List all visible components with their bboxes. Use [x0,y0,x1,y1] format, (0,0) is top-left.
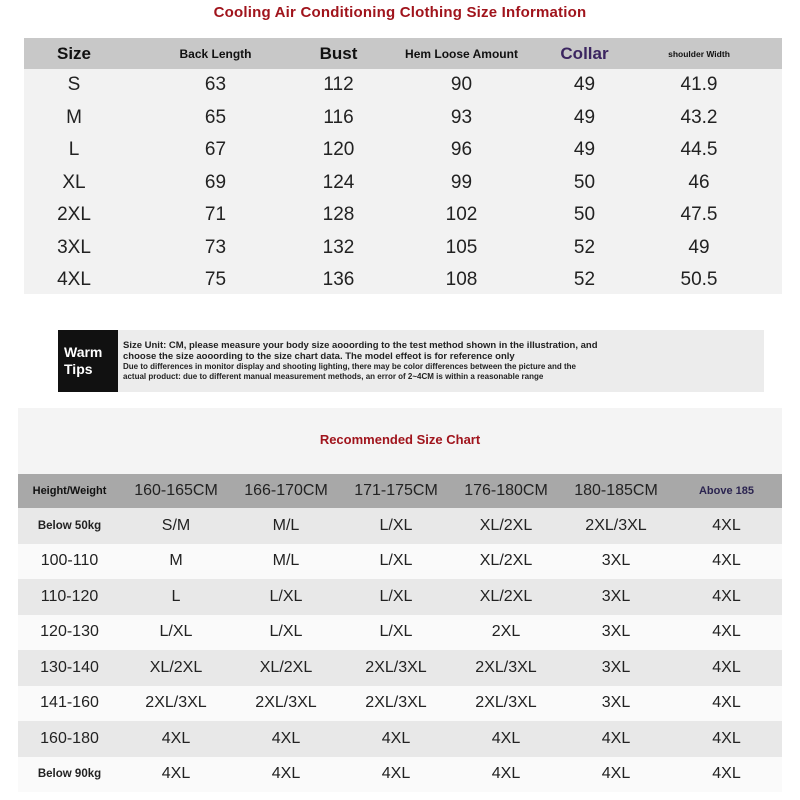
size-info-row [24,199,782,232]
recommended-cell: L [171,587,181,605]
recommended-cell: 3XL [601,587,631,605]
size-info-row [24,167,782,200]
recommended-cell: L/XL [379,516,413,534]
recommended-cell: XL/2XL [479,552,533,570]
warm-tips-label-line1: Warm [64,344,103,360]
header-height-col: 160-165CM [134,482,218,499]
recommended-row [18,544,782,580]
recommended-cell: 2XL/3XL [255,694,317,712]
header-hem-loose-amount: Hem Loose Amount [405,46,518,61]
size-info-cell: 63 [204,74,227,96]
header-height-col: Above 185 [698,485,755,497]
size-info-cell: 50 [573,204,596,226]
warm-tips-line3: Due to differences in monitor display and shooting lighting, there may be color differences between the picture and the [123,362,576,371]
size-info-cell: 47.5 [680,204,718,226]
recommended-cell: 2XL/3XL [365,694,427,712]
header-height-col: 166-170CM [244,482,328,499]
recommended-cell: M [169,552,183,570]
recommended-cell: L/XL [379,623,413,641]
recommended-cell: 4XL [712,516,741,534]
size-info-cell: L [68,139,80,161]
size-info-cell: 69 [204,171,227,193]
recommended-row [18,757,782,793]
size-info-cell: 132 [322,236,355,258]
recommended-cell: XL/2XL [479,587,533,605]
recommended-cell: 4XL [712,729,741,747]
size-info-cell: 108 [445,269,478,291]
recommended-cell: 2XL/3XL [145,694,207,712]
recommended-row [18,508,782,544]
recommended-body [18,508,782,792]
warm-tips-line1: Size Unit: CM, please measure your body size aooording to the test method shown in the illustration, and [123,340,598,351]
size-info-cell: S [67,74,81,96]
recommended-row [18,686,782,722]
recommended-cell: 4XL [601,765,631,783]
recommended-cell: 4XL [381,729,411,747]
header-height-col: 171-175CM [354,482,438,499]
recommended-cell: L/XL [269,587,303,605]
recommended-table [18,474,782,792]
warm-tips-text [123,340,753,382]
recommended-cell: 4XL [271,765,301,783]
size-info-cell: 112 [323,74,354,96]
size-info-cell: 49 [573,74,596,96]
size-info-cell: 2XL [57,204,91,226]
recommended-cell: S/M [161,516,191,534]
recommended-cell: 4XL [712,552,741,570]
recommended-row-label: 130-140 [40,658,99,676]
size-info-row [24,69,782,102]
size-info-cell: 43.2 [680,106,718,128]
size-info-cell: 124 [322,171,355,193]
recommended-cell: 2XL/3XL [475,658,537,676]
size-info-cell: 41.9 [680,74,718,96]
size-info-cell: 49 [688,236,710,258]
warm-tips-line4: actual product: due to different manual measurement methods, an error of 2~4CM is within a reasonable range [123,372,544,381]
recommended-row-label: 120-130 [40,623,99,641]
size-info-table [24,38,782,294]
size-info-cell: 50.5 [680,269,718,291]
size-info-cell: 65 [204,106,227,128]
recommended-cell: 4XL [271,729,301,747]
recommended-cell: 4XL [161,729,191,747]
recommended-cell: 4XL [161,765,191,783]
recommended-row-label: Below 90kg [37,768,102,781]
size-info-cell: 128 [322,204,355,226]
recommended-cell: 2XL/3XL [475,694,537,712]
recommended-cell: 4XL [712,587,741,605]
size-info-cell: XL [62,171,86,193]
size-info-cell: 52 [573,236,596,258]
recommended-cell: 4XL [712,765,741,783]
recommended-cell: 2XL/3XL [585,516,647,534]
header-size: Size [56,43,92,63]
recommended-cell: M/L [272,516,300,534]
warm-tips-label [58,330,118,392]
recommended-cell: L/XL [379,552,413,570]
size-info-cell: 4XL [57,269,91,291]
header-shoulder-width: shoulder Width [668,48,730,59]
size-info-cell: 75 [204,269,227,291]
size-info-header-row [24,38,782,69]
recommended-row-label: 141-160 [40,694,99,712]
header-height-weight: Height/Weight [32,485,107,497]
warm-tips-label-line2: Tips [64,361,93,377]
size-info-cell: 44.5 [680,139,718,161]
size-info-row [24,232,782,265]
recommended-row-label: 110-120 [40,587,99,605]
size-info-cell: 49 [573,139,596,161]
recommended-cell: 2XL [491,623,521,641]
header-back-length: Back Length [179,46,252,61]
warm-tips-box [58,330,764,392]
recommended-cell: 2XL/3XL [365,658,427,676]
size-info-cell: 99 [450,171,473,193]
size-info-cell: 93 [450,106,473,128]
size-info-cell: 90 [450,74,473,96]
size-info-cell: 3XL [57,236,91,258]
recommended-row [18,650,782,686]
recommended-cell: 3XL [601,552,631,570]
recommended-cell: XL/2XL [149,658,203,676]
recommended-header-row [18,474,782,508]
recommended-cell: 4XL [601,729,631,747]
size-info-cell: 52 [573,269,596,291]
size-info-cell: 67 [204,139,227,161]
recommended-row-label: 100-110 [40,552,99,570]
size-info-row [24,134,782,167]
recommended-cell: 4XL [712,623,741,641]
size-info-cell: M [66,106,82,128]
recommended-cell: 4XL [712,658,741,676]
recommended-title: Recommended Size Chart [319,432,481,447]
recommended-cell: L/XL [269,623,303,641]
recommended-cell: 3XL [601,694,631,712]
size-info-cell: 49 [573,106,596,128]
recommended-cell: XL/2XL [479,516,533,534]
recommended-row [18,579,782,615]
size-info-row [24,102,782,135]
size-info-cell: 105 [445,236,478,258]
recommended-cell: 4XL [491,729,521,747]
recommended-cell: 3XL [601,623,631,641]
size-info-cell: 102 [445,204,478,226]
recommended-cell: L/XL [379,587,413,605]
size-info-cell: 116 [323,106,354,128]
recommended-cell: 4XL [491,765,521,783]
recommended-cell: 4XL [712,694,741,712]
recommended-cell: XL/2XL [259,658,313,676]
recommended-row-label: 160-180 [40,729,99,747]
header-bust: Bust [319,43,358,63]
size-info-cell: 96 [450,139,473,161]
size-info-cell: 46 [688,171,710,193]
size-info-body [24,69,782,297]
recommended-cell: M/L [272,552,300,570]
header-collar: Collar [560,43,609,63]
size-info-cell: 71 [204,204,227,226]
size-info-cell: 50 [573,171,596,193]
recommended-cell: L/XL [159,623,193,641]
size-info-title: Cooling Air Conditioning Clothing Size Information [213,4,587,21]
recommended-row [18,721,782,757]
header-height-col: 180-185CM [574,482,658,499]
size-info-cell: 136 [322,269,355,291]
size-info-row [24,264,782,297]
recommended-row [18,615,782,651]
recommended-cell: 4XL [381,765,411,783]
size-info-cell: 73 [204,236,227,258]
size-info-cell: 120 [322,139,355,161]
header-height-col: 176-180CM [464,482,548,499]
recommended-row-label: Below 50kg [37,519,102,532]
warm-tips-line2: choose the size aooording to the size chart data. The model effeot is for reference only [123,351,515,362]
recommended-cell: 3XL [601,658,631,676]
